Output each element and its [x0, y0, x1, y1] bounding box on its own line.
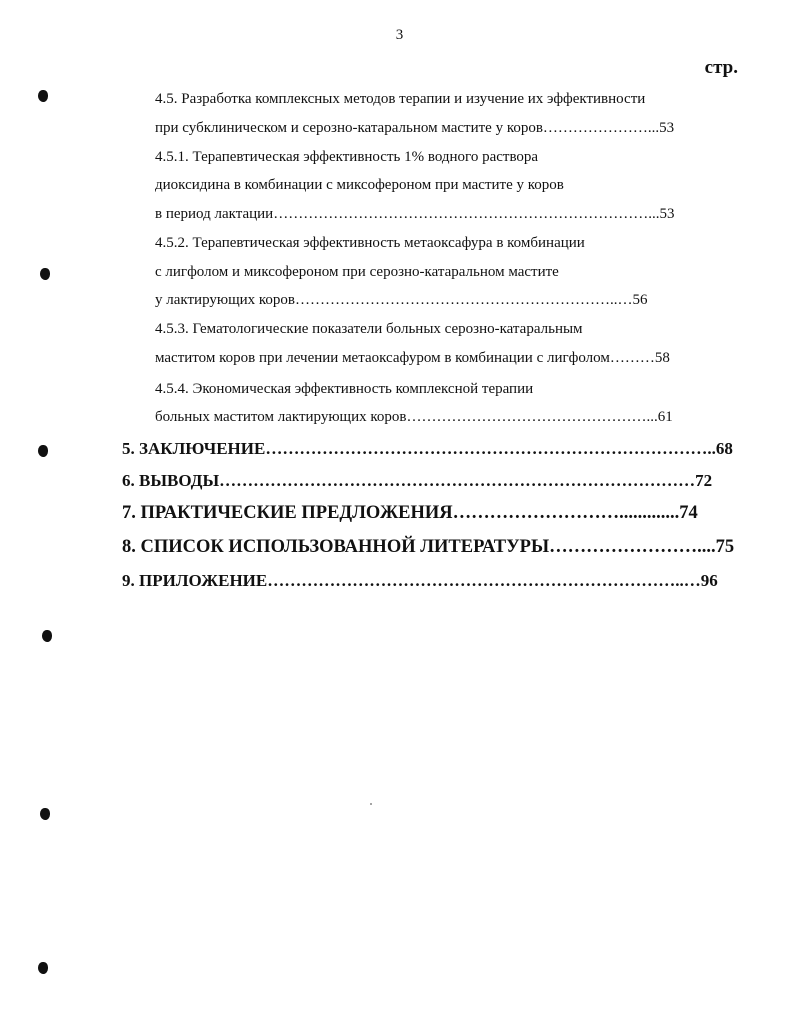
- toc-line-4-5: 4.5. Разработка комплексных методов терапии и изучение их эффективности: [155, 91, 646, 107]
- scan-speck: [370, 803, 372, 805]
- binding-hole-mark: [42, 630, 52, 642]
- toc-line-4-5-1: 4.5.1. Терапевтическая эффективность 1% водного раствора: [155, 149, 539, 165]
- page-number: 3: [395, 27, 404, 43]
- toc-line-4-5-1-cont-a: диоксидина в комбинации с миксофероном при мастите у коров: [155, 177, 564, 193]
- binding-hole-mark: [40, 808, 50, 820]
- toc-line-4-5-1-cont-b: в период лактации…………………………………………………………………...53: [155, 206, 675, 222]
- binding-hole-mark: [38, 962, 48, 974]
- binding-hole-mark: [40, 268, 50, 280]
- toc-line-4-5-2-cont-a: с лигфолом и миксофероном при серозно-катаральном мастите: [155, 264, 559, 280]
- toc-line-4-5-cont: при субклиническом и серозно-катаральном мастите у коров…………………...53: [155, 120, 675, 136]
- binding-hole-mark: [38, 90, 48, 102]
- pages-column-label: стр.: [704, 57, 738, 78]
- toc-line-6-findings: 6. ВЫВОДЫ…………………………………………………………………………72: [122, 471, 713, 490]
- toc-line-7-proposals: 7. ПРАКТИЧЕСКИЕ ПРЕДЛОЖЕНИЯ……………………….............74: [122, 503, 698, 523]
- toc-line-4-5-2: 4.5.2. Терапевтическая эффективность метаоксафура в комбинации: [155, 235, 585, 251]
- toc-line-4-5-4: 4.5.4. Экономическая эффективность комплексной терапии: [155, 381, 534, 397]
- toc-line-8-references: 8. СПИСОК ИСПОЛЬЗОВАННОЙ ЛИТЕРАТУРЫ……………………....75: [122, 537, 735, 557]
- binding-hole-mark: [38, 445, 48, 457]
- toc-line-9-appendix: 9. ПРИЛОЖЕНИЕ………………………………………………………………..…96: [122, 571, 718, 590]
- toc-line-4-5-2-cont-b: у лактирующих коров………………………………………………………..…56: [155, 292, 648, 308]
- toc-line-5-conclusion: 5. ЗАКЛЮЧЕНИЕ……………………………………………………………………..68: [122, 439, 733, 458]
- toc-line-4-5-3: 4.5.3. Гематологические показатели больных серозно-катаральным: [155, 321, 583, 337]
- toc-line-4-5-3-cont: маститом коров при лечении метаоксафуром в комбинации с лигфолом………58: [155, 350, 670, 366]
- toc-line-4-5-4-cont: больных маститом лактирующих коров…………………………………………...61: [155, 409, 673, 425]
